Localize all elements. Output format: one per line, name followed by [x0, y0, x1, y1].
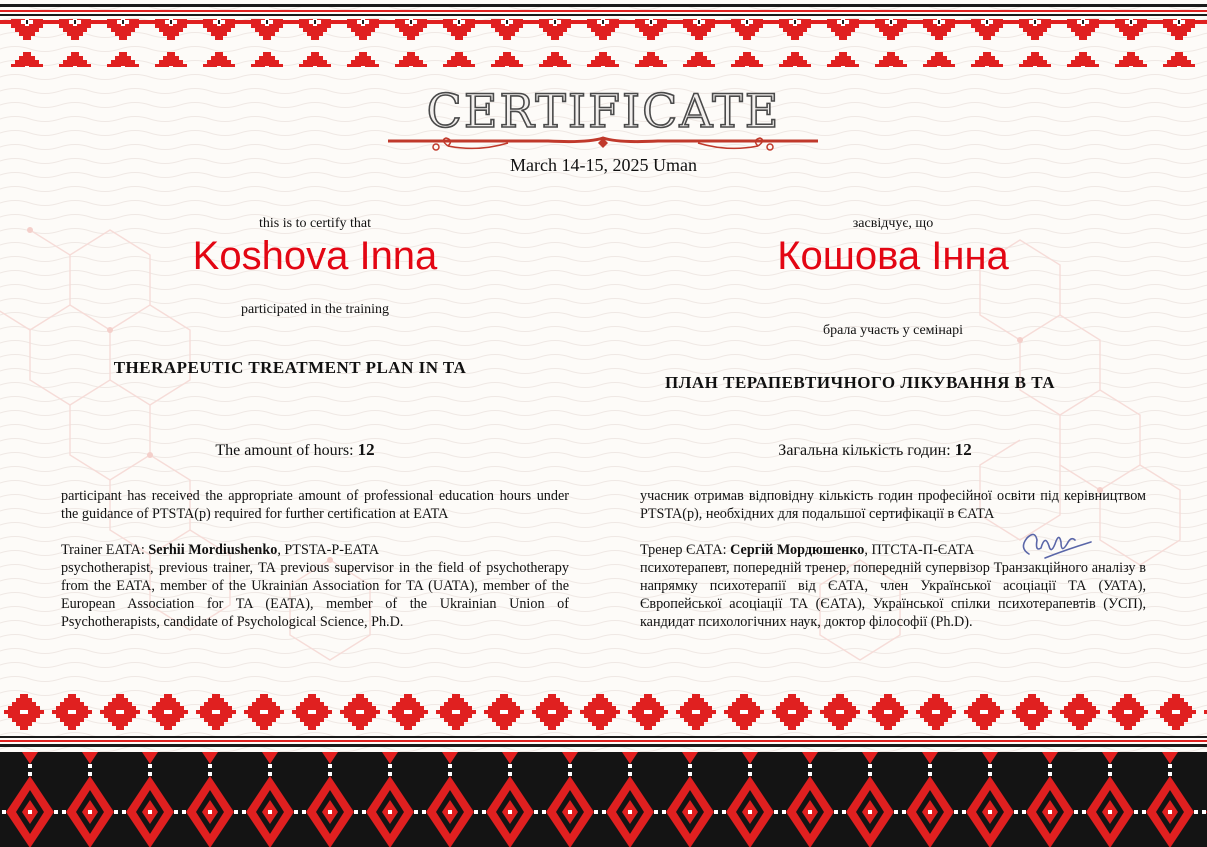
en-participant-name: Koshova Inna [192, 234, 438, 278]
en-hours-value: 12 [357, 440, 375, 459]
ua-trainer-name: Сергій Мордюшенко [730, 542, 865, 558]
ua-participant-name: Кошова Інна [777, 234, 1009, 278]
en-body [61, 487, 569, 631]
ua-participated-line: брала участь у семінарі [822, 323, 964, 338]
ornamental-divider-icon [388, 132, 818, 154]
en-trainer-line [61, 541, 569, 559]
ua-hours [640, 440, 1110, 460]
en-trainer-prefix: Trainer EATA: [61, 542, 149, 558]
signature-icon [1015, 524, 1095, 568]
ua-trainer-prefix: Тренер ЄАТА: [640, 542, 731, 558]
en-hours-label: The amount of hours: [215, 442, 354, 459]
ua-certify-line: засвідчує, що [852, 216, 934, 231]
en-hours [60, 440, 530, 460]
en-trainer-name: Serhii Mordiushenko [148, 542, 278, 558]
event-date: March 14-15, 2025 Uman [510, 155, 697, 175]
en-trainer-suffix: , PTSTA-P-EATA [277, 542, 380, 558]
certificate-title: CERTIFICATE [426, 84, 781, 138]
ua-trainer-bio: психотерапевт, попередній тренер, попередній супервізор Транзакційного аналізу в напрямку психотерапії від ЄАТА, член Української асоціації ТА (УАТА), Європейської асоціації ТА (ЄАТА), Української спілки психотерапевтів (УСП), кандидат психологічних наук, доктор філософії (Ph.D). [640, 560, 1146, 630]
ua-received-text: учасник отримав відповідну кількість годин професійної освіти під керівництвом PTSTA(p), необхідних для подальшої сертифікації в ЄАТА [640, 488, 1146, 522]
ua-course-title: ПЛАН ТЕРАПЕВТИЧНОГО ЛІКУВАННЯ В ТА [664, 373, 1056, 392]
ua-hours-label: Загальна кількість годин: [778, 442, 951, 459]
en-received-text: participant has received the appropriate amount of professional education hours under the guidance of PTSTA(p) required for further certification at EATA [61, 488, 569, 522]
ua-trainer-suffix: , ПТСТА-П-ЄАТА [864, 542, 975, 558]
en-participated-line: participated in the training [240, 302, 390, 317]
ua-hours-value: 12 [954, 440, 972, 459]
en-trainer-bio: psychotherapist, previous trainer, TA previous supervisor in the field of psychotherapy from the EATA, member of the Ukrainian Association for TA (UATA), member of the European Association for TA (EATA), member of the Ukrainian Union of Psychotherapists, candidate of Psychological Science, Ph.D. [61, 560, 569, 630]
en-course-title: THERAPEUTIC TREATMENT PLAN IN TA [113, 358, 467, 377]
en-certify-line: this is to certify that [259, 216, 371, 231]
